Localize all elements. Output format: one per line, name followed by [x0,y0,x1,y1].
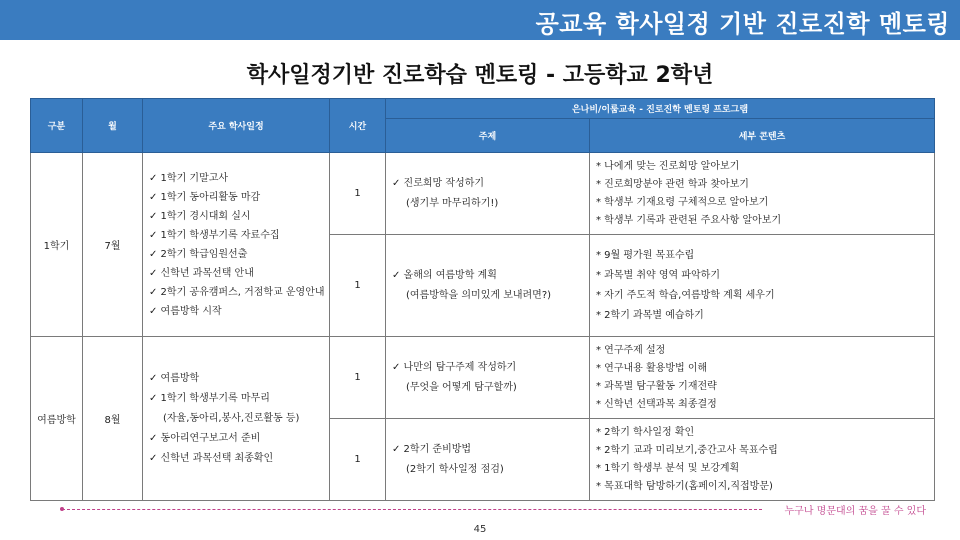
schedule-item: ✓ 신학년 과목선택 최종확인 [149,452,274,464]
footer-divider [62,509,762,510]
content-item: * 연구내용 활용방법 이해 [596,362,708,374]
schedule-table [30,98,935,501]
schedule-item: ✓ 1학기 학생부기록 자료수집 [149,229,280,241]
topic-subtitle: (무엇을 어떻게 탐구할까) [406,381,517,393]
topic-title: ✓ 2학기 준비방법 [392,443,472,455]
category-cell: 여름방학 [31,337,83,501]
schedule-item: ✓ 2학기 학급임원선출 [149,248,248,260]
schedule-item: (자율,동아리,봉사,진로활동 등) [163,412,300,424]
schedule-cell [143,337,330,501]
content-item: * 학생부 기록과 관련된 주요사항 알아보기 [596,214,782,226]
schedule-item: ✓ 동아리연구보고서 준비 [149,432,261,444]
contents-cell [590,337,935,419]
contents-cell [590,235,935,337]
content-item: * 연구주제 설정 [596,344,666,356]
header-schedule: 주요 학사일정 [143,99,330,153]
schedule-item: ✓ 1학기 경시대회 실시 [149,210,251,222]
content-item: * 진로희망분야 관련 학과 찾아보기 [596,178,749,190]
content-item: * 과목별 탐구활동 기재전략 [596,380,717,392]
topic-title: ✓ 진로희망 작성하기 [392,177,485,189]
category-cell: 1학기 [31,153,83,337]
header-program: 은나비/이룸교육 - 진로진학 멘토링 프로그램 [386,99,935,119]
month-cell: 8월 [83,337,143,501]
content-item: * 2학기 교과 미리보기,중간고사 목표수립 [596,444,778,456]
topic-cell [386,419,590,501]
content-item: * 2학기 학사일정 확인 [596,426,695,438]
topic-cell [386,337,590,419]
topic-subtitle: (생기부 마무리하기!) [406,197,499,209]
schedule-item: ✓ 여름방학 [149,372,200,384]
topic-title: ✓ 올해의 여름방학 계획 [392,269,497,281]
time-cell: 1 [330,235,386,337]
content-item: * 2학기 과목별 예습하기 [596,309,704,321]
header-time: 시간 [330,99,386,153]
content-item: * 신학년 선택과목 최종결정 [596,398,717,410]
content-item: * 9월 평가원 목표수립 [596,249,695,261]
footer-slogan: 누구나 명문대의 꿈을 꿀 수 있다 [784,506,926,517]
schedule-cell [143,153,330,337]
content-item: * 나에게 맞는 진로희망 알아보기 [596,160,740,172]
content-item: * 학생부 기재요령 구체적으로 알아보기 [596,196,769,208]
topic-title: ✓ 나만의 탐구주제 작성하기 [392,361,517,373]
schedule-item: ✓ 1학기 학생부기록 마무리 [149,392,270,404]
page-number: 45 [473,524,487,535]
time-cell: 1 [330,337,386,419]
schedule-item: ✓ 신학년 과목선택 안내 [149,267,254,279]
content-item: * 과목별 취약 영역 파악하기 [596,269,720,281]
content-item: * 목표대학 탐방하기(홈페이지,직접방문) [596,480,773,492]
month-cell: 7월 [83,153,143,337]
schedule-item: ✓ 1학기 기말고사 [149,172,229,184]
content-item: * 자기 주도적 학습,여름방학 계획 세우기 [596,289,775,301]
schedule-item: ✓ 1학기 동아리활동 마감 [149,191,261,203]
schedule-item: ✓ 여름방학 시작 [149,305,222,317]
top-banner [0,0,960,40]
header-category: 구분 [31,99,83,153]
time-cell: 1 [330,153,386,235]
topic-subtitle: (여름방학을 의미있게 보내려면?) [406,289,552,301]
header-month: 월 [83,99,143,153]
header-contents: 세부 콘텐츠 [590,119,935,153]
banner-title: 공교육 학사일정 기반 진로진학 멘토링 [535,10,950,38]
time-cell: 1 [330,419,386,501]
contents-cell [590,153,935,235]
topic-cell [386,235,590,337]
page-title: 학사일정기반 진로학습 멘토링 - 고등학교 2학년 [246,63,714,88]
topic-cell [386,153,590,235]
content-item: * 1학기 학생부 분석 및 보강계획 [596,462,740,474]
contents-cell [590,419,935,501]
topic-subtitle: (2학기 학사일정 점검) [406,463,504,475]
schedule-item: ✓ 2학기 공유캠퍼스, 거점학교 운영안내 [149,286,325,298]
header-topic: 주제 [386,119,590,153]
